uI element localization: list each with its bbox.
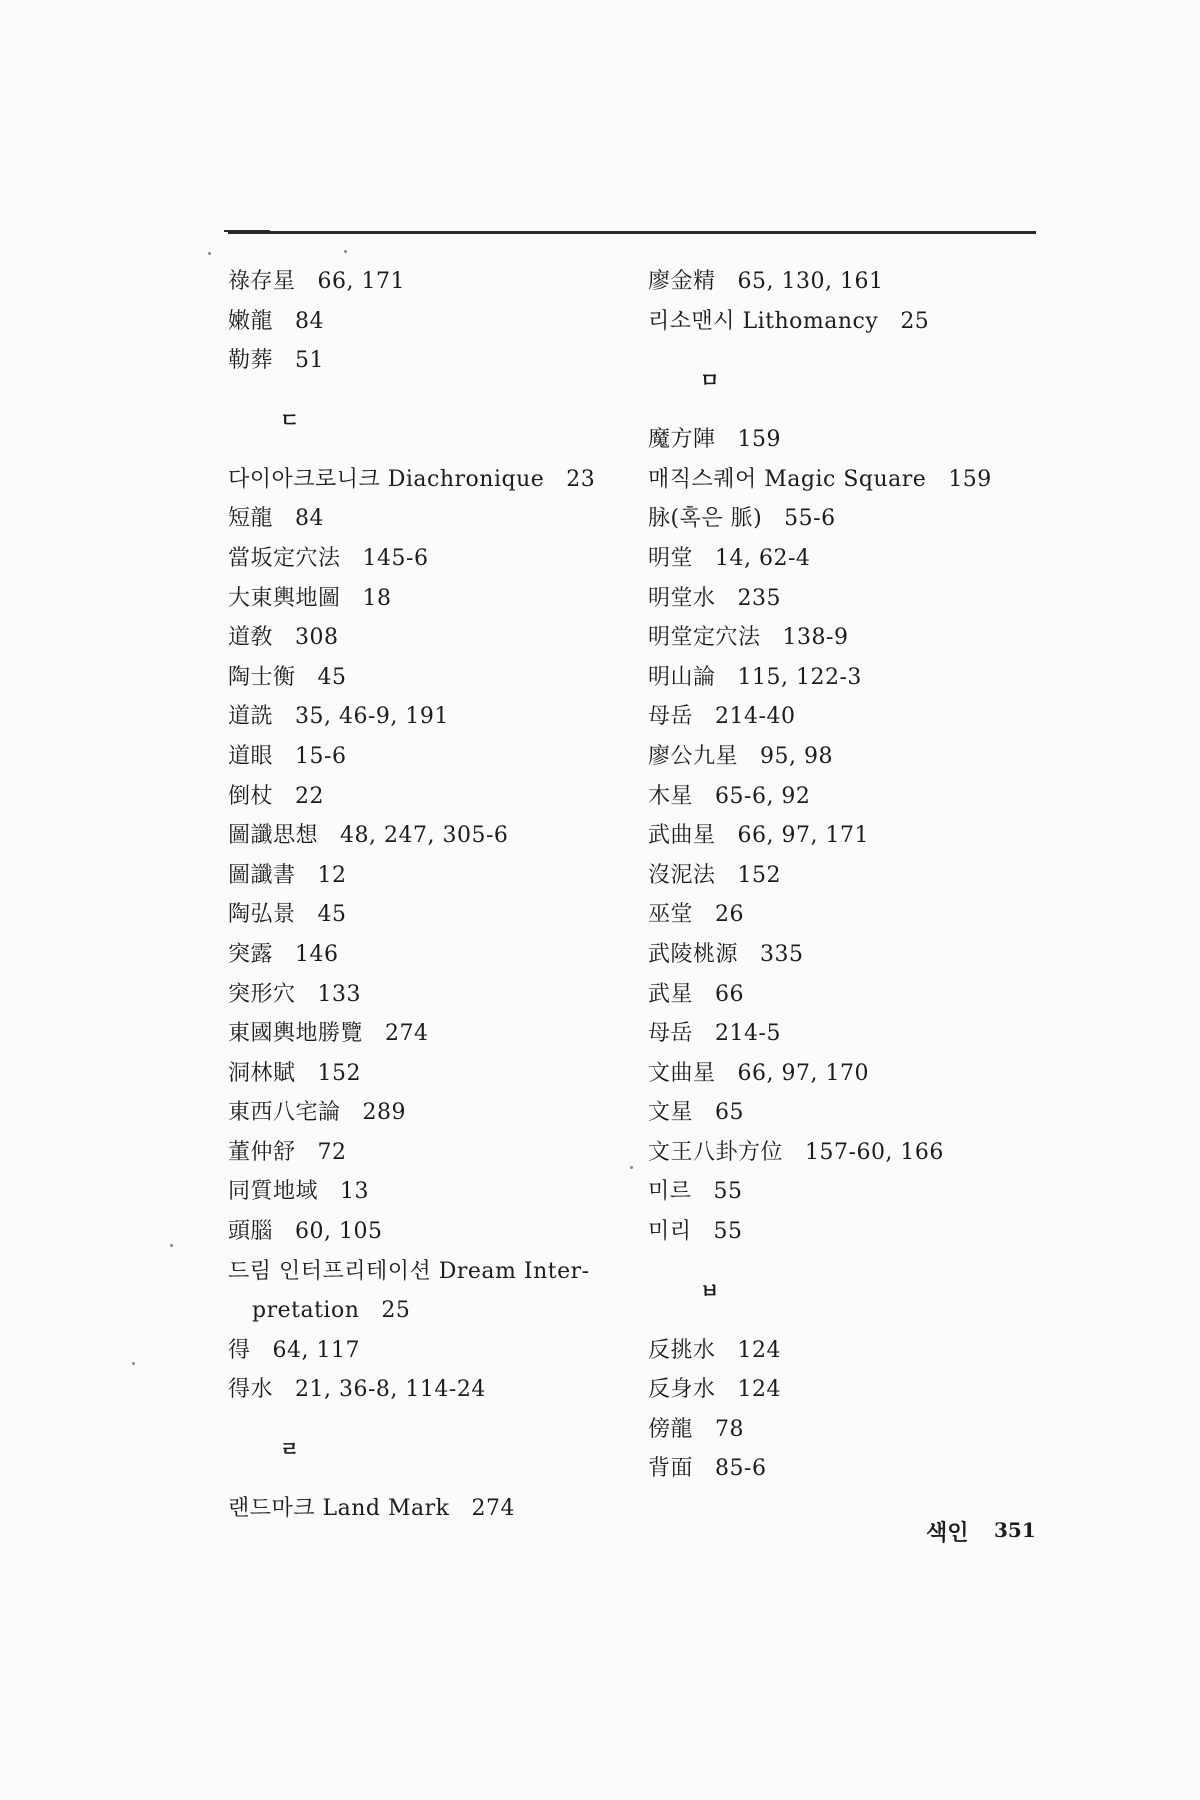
index-pages: 274 bbox=[471, 1496, 515, 1522]
index-pages: 51 bbox=[295, 348, 325, 374]
index-entry bbox=[228, 737, 628, 777]
index-pages: 14, 62-4 bbox=[715, 545, 811, 571]
index-term: 反身水 bbox=[648, 1377, 716, 1403]
footer-label: 색인 bbox=[926, 1520, 969, 1546]
index-pages: 214-5 bbox=[715, 1021, 781, 1047]
index-pages: 66 bbox=[715, 981, 745, 1007]
index-entry bbox=[648, 499, 1048, 539]
index-entry bbox=[228, 1093, 628, 1133]
index-term: 母岳 bbox=[648, 1021, 694, 1047]
index-entry bbox=[648, 618, 1048, 658]
index-term: 明堂定穴法 bbox=[648, 625, 761, 651]
index-entry bbox=[228, 1014, 628, 1054]
index-entry bbox=[648, 1093, 1048, 1133]
index-term: 反挑水 bbox=[648, 1337, 716, 1363]
index-pages: 138-9 bbox=[782, 625, 849, 651]
index-term: 圖讖思想 bbox=[228, 823, 319, 849]
index-entry bbox=[228, 539, 628, 579]
section-heading: ㄷ bbox=[280, 407, 300, 432]
index-entry bbox=[228, 1370, 628, 1410]
index-entry bbox=[228, 302, 628, 342]
index-pages: 95, 98 bbox=[760, 743, 833, 769]
scan-speck bbox=[170, 1244, 173, 1247]
index-term: 母岳 bbox=[648, 704, 694, 730]
index-entry bbox=[648, 420, 1048, 460]
index-entry bbox=[228, 1212, 628, 1252]
index-pages: 25 bbox=[900, 308, 930, 334]
index-entry bbox=[228, 460, 628, 500]
index-term: 魔方陣 bbox=[648, 427, 716, 453]
index-entry bbox=[648, 579, 1048, 619]
index-pages: 159 bbox=[948, 466, 992, 492]
index-entry bbox=[648, 1449, 1048, 1489]
index-term: 木星 bbox=[648, 783, 694, 809]
index-entry bbox=[648, 539, 1048, 579]
index-entry bbox=[648, 1054, 1048, 1094]
index-entry bbox=[648, 697, 1048, 737]
index-pages: 152 bbox=[737, 862, 782, 888]
index-pages: 13 bbox=[340, 1179, 370, 1205]
index-term: 陶弘景 bbox=[228, 902, 296, 928]
index-entry bbox=[228, 777, 628, 817]
index-term: 同質地域 bbox=[228, 1179, 319, 1205]
index-entry bbox=[648, 658, 1048, 698]
index-pages: 274 bbox=[385, 1021, 429, 1047]
index-term: 明堂 bbox=[648, 545, 694, 571]
index-pages: 289 bbox=[362, 1100, 407, 1126]
index-term: 武星 bbox=[648, 981, 694, 1007]
index-pages: 124 bbox=[737, 1337, 782, 1363]
index-pages: 65-6, 92 bbox=[715, 783, 811, 809]
index-term: 巫堂 bbox=[648, 902, 694, 928]
index-pages: 152 bbox=[317, 1060, 362, 1086]
index-term: 洞林賦 bbox=[228, 1060, 296, 1086]
index-entry bbox=[228, 499, 628, 539]
index-entry bbox=[648, 1014, 1048, 1054]
index-term: 突露 bbox=[228, 941, 274, 967]
index-term: 大東輿地圖 bbox=[228, 585, 341, 611]
index-pages: 145-6 bbox=[362, 545, 429, 571]
section-heading: ㄹ bbox=[280, 1437, 300, 1462]
index-term: 董仲舒 bbox=[228, 1139, 296, 1165]
index-entry bbox=[648, 975, 1048, 1015]
index-pages: 55 bbox=[713, 1219, 743, 1245]
index-entry bbox=[648, 1172, 1048, 1212]
scan-speck bbox=[208, 252, 211, 255]
index-entry bbox=[228, 1252, 628, 1292]
index-entry bbox=[228, 1133, 628, 1173]
index-pages: 21, 36-8, 114-24 bbox=[295, 1377, 486, 1403]
index-pages: 214-40 bbox=[715, 704, 796, 730]
index-entry bbox=[648, 1370, 1048, 1410]
index-pages: 66, 171 bbox=[317, 269, 405, 294]
index-term: 嫩龍 bbox=[228, 308, 274, 334]
page-number: 351 bbox=[994, 1518, 1036, 1542]
index-term: 得水 bbox=[228, 1377, 274, 1403]
index-pages: 25 bbox=[381, 1298, 411, 1324]
index-pages: 45 bbox=[317, 664, 347, 690]
index-entry bbox=[228, 935, 628, 975]
index-entry bbox=[648, 1331, 1048, 1371]
index-column-right bbox=[648, 262, 1048, 1489]
index-pages: 124 bbox=[737, 1377, 782, 1403]
index-pages: 157-60, 166 bbox=[805, 1139, 944, 1165]
index-term: 頭腦 bbox=[228, 1219, 274, 1245]
index-pages: 65, 130, 161 bbox=[737, 269, 884, 294]
index-term: 랜드마크 Land Mark bbox=[228, 1496, 450, 1522]
index-term: 다이아크로니크 Diachronique bbox=[228, 466, 545, 492]
index-pages: 133 bbox=[317, 981, 362, 1007]
index-term: 미르 bbox=[648, 1179, 692, 1205]
index-term: 廖公九星 bbox=[648, 743, 739, 769]
index-term: 東西八宅論 bbox=[228, 1100, 341, 1126]
index-pages: 84 bbox=[295, 506, 325, 532]
index-entry bbox=[228, 697, 628, 737]
index-term: 東國輿地勝覽 bbox=[228, 1021, 364, 1047]
index-pages: 60, 105 bbox=[295, 1219, 383, 1245]
index-term: pretation bbox=[252, 1298, 360, 1324]
index-term: 得 bbox=[228, 1337, 251, 1363]
index-pages: 84 bbox=[295, 308, 325, 334]
index-entry bbox=[228, 1331, 628, 1371]
index-pages: 23 bbox=[566, 466, 596, 492]
index-pages: 159 bbox=[737, 427, 782, 453]
page-footer bbox=[0, 1516, 1200, 1556]
index-term: 短龍 bbox=[228, 506, 274, 532]
index-pages: 85-6 bbox=[715, 1456, 767, 1482]
index-term: 勒葬 bbox=[228, 348, 274, 374]
index-pages: 66, 97, 170 bbox=[737, 1060, 869, 1086]
index-entry bbox=[648, 262, 1048, 302]
index-entry bbox=[228, 816, 628, 856]
index-term: 매직스퀘어 Magic Square bbox=[648, 466, 927, 492]
index-pages: 45 bbox=[317, 902, 347, 928]
scan-speck bbox=[630, 1166, 633, 1169]
index-pages: 335 bbox=[760, 941, 804, 967]
index-pages: 12 bbox=[317, 862, 347, 888]
index-term: 미리 bbox=[648, 1219, 692, 1245]
index-entry bbox=[228, 1172, 628, 1212]
index-entry bbox=[228, 579, 628, 619]
index-term: 文曲星 bbox=[648, 1060, 716, 1086]
top-rule bbox=[228, 231, 1036, 234]
index-pages: 78 bbox=[715, 1416, 745, 1442]
index-entry bbox=[228, 975, 628, 1015]
index-entry bbox=[648, 1133, 1048, 1173]
index-entry bbox=[228, 1054, 628, 1094]
index-term: 武曲星 bbox=[648, 823, 716, 849]
index-entry bbox=[228, 895, 628, 935]
scan-speck bbox=[132, 1362, 135, 1365]
index-entry bbox=[648, 302, 1048, 342]
index-pages: 35, 46-9, 191 bbox=[295, 704, 449, 730]
index-entry bbox=[228, 341, 628, 381]
index-term: 리소맨시 Lithomancy bbox=[648, 308, 879, 334]
index-term: 當坂定穴法 bbox=[228, 545, 341, 571]
index-pages: 26 bbox=[715, 902, 745, 928]
index-pages: 64, 117 bbox=[272, 1337, 360, 1363]
index-term: 道敎 bbox=[228, 625, 274, 651]
index-entry bbox=[648, 777, 1048, 817]
index-pages: 18 bbox=[362, 585, 392, 611]
index-term: 傍龍 bbox=[648, 1416, 694, 1442]
index-pages: 15-6 bbox=[295, 743, 347, 769]
index-term: 背面 bbox=[648, 1456, 694, 1482]
index-term: 廖金精 bbox=[648, 269, 716, 294]
index-entry bbox=[648, 1410, 1048, 1450]
index-term: 明山論 bbox=[648, 664, 716, 690]
index-term: 文王八卦方位 bbox=[648, 1139, 784, 1165]
index-entry bbox=[228, 658, 628, 698]
index-pages: 115, 122-3 bbox=[737, 664, 862, 690]
index-term: 道詵 bbox=[228, 704, 274, 730]
index-entry bbox=[228, 1291, 628, 1331]
index-entry bbox=[228, 856, 628, 896]
index-pages: 235 bbox=[737, 585, 782, 611]
index-term: 道眼 bbox=[228, 743, 274, 769]
index-pages: 55-6 bbox=[784, 506, 836, 532]
index-term: 陶士衡 bbox=[228, 664, 296, 690]
index-term: 沒泥法 bbox=[648, 862, 716, 888]
index-pages: 66, 97, 171 bbox=[737, 823, 869, 849]
index-entry bbox=[648, 856, 1048, 896]
index-entry bbox=[648, 737, 1048, 777]
index-term: 文星 bbox=[648, 1100, 694, 1126]
index-term: 드림 인터프리테이션 Dream Inter- bbox=[228, 1258, 590, 1284]
index-term: 明堂水 bbox=[648, 585, 716, 611]
index-pages: 48, 247, 305-6 bbox=[340, 823, 509, 849]
index-entry bbox=[648, 1212, 1048, 1252]
index-pages: 146 bbox=[295, 941, 339, 967]
index-term: 武陵桃源 bbox=[648, 941, 739, 967]
index-term: 脉(혹은 脈) bbox=[648, 506, 763, 532]
index-term: 突形穴 bbox=[228, 981, 296, 1007]
index-entry bbox=[228, 262, 628, 302]
index-pages: 65 bbox=[715, 1100, 745, 1126]
index-term: 圖讖書 bbox=[228, 862, 296, 888]
index-entry bbox=[648, 460, 1048, 500]
index-pages: 55 bbox=[713, 1179, 743, 1205]
index-entry bbox=[648, 816, 1048, 856]
index-column-left bbox=[228, 262, 628, 1529]
index-entry bbox=[648, 895, 1048, 935]
index-pages: 72 bbox=[317, 1139, 347, 1165]
index-pages: 22 bbox=[295, 783, 325, 809]
index-entry bbox=[228, 618, 628, 658]
section-heading: ㅂ bbox=[700, 1278, 720, 1303]
section-heading: ㅁ bbox=[700, 368, 720, 393]
index-entry bbox=[648, 935, 1048, 975]
index-term: 祿存星 bbox=[228, 269, 296, 294]
index-pages: 308 bbox=[295, 625, 339, 651]
scan-speck bbox=[344, 250, 347, 253]
index-term: 倒杖 bbox=[228, 783, 274, 809]
